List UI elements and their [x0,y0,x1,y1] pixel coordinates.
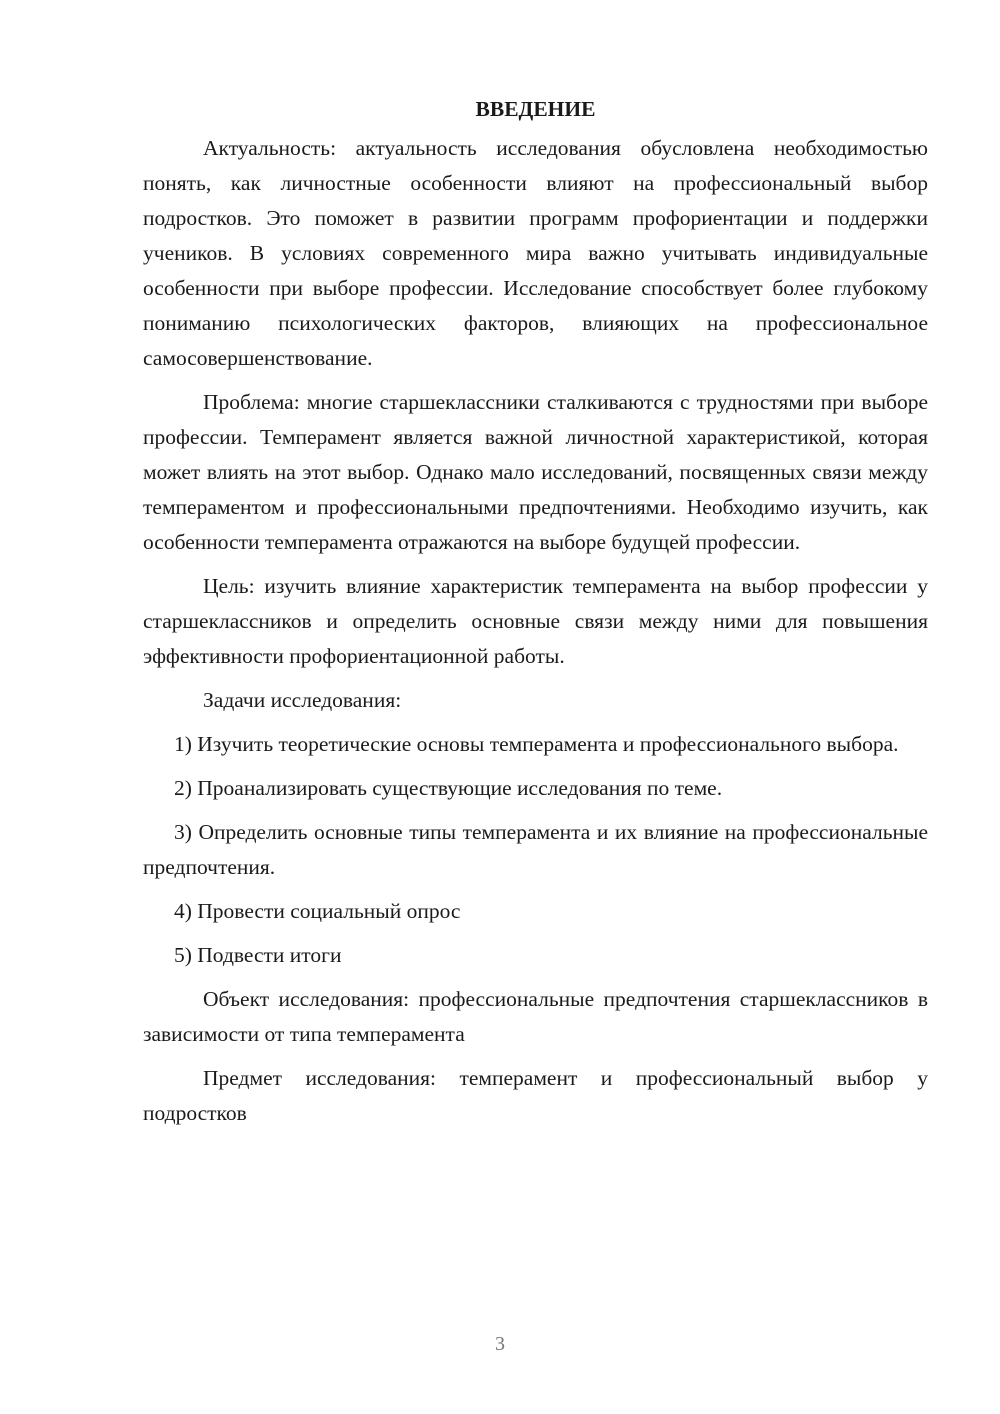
list-item: 4) Провести социальный опрос [174,899,461,923]
paragraph-goal: Цель: изучить влияние характеристик темперамента на выбор профессии у старшеклассников и определить основные связи между ними для повышения эффективности профориентационной работы. [143,574,928,668]
document-page [143,92,928,1140]
list-item: 2) Проанализировать существующие исследования по теме. [174,776,723,800]
list-item: 3) Определить основные типы темперамента и их влияние на профессиональные предпочтения. [143,820,928,879]
paragraph-problem: Проблема: многие старшеклассники сталкиваются с трудностями при выборе профессии. Темперамент является важной личностной характеристикой, которая может влиять на этот выбор. Однако мало исследований, посвященных связи между темпераментом и профессиональными предпочтениями. Необходимо изучить, как особенности темперамента отражаются на выборе будущей профессии. [143,390,928,554]
page-number: 3 [495,1333,505,1355]
list-item: 1) Изучить теоретические основы темперамента и профессионального выбора. [174,732,899,756]
page-title: ВВЕДЕНИЕ [475,97,596,121]
list-item: 5) Подвести итоги [174,943,342,967]
paragraph-relevance: Актуальность: актуальность исследования обусловлена необходимостью понять, как личностные особенности влияют на профессиональный выбор подростков. Это поможет в развитии программ профориентации и поддержки учеников. В условиях современного мира важно учитывать индивидуальные особенности при выборе профессии. Исследование способствует более глубокому пониманию психологических факторов, влияющих на профессиональное самосовершенствование. [143,136,928,370]
tasks-title: Задачи исследования: [203,688,402,712]
paragraph-object: Объект исследования: профессиональные предпочтения старшеклассников в зависимости от типа темперамента [143,987,928,1046]
paragraph-subject: Предмет исследования: темперамент и профессиональный выбор у подростков [143,1066,928,1125]
